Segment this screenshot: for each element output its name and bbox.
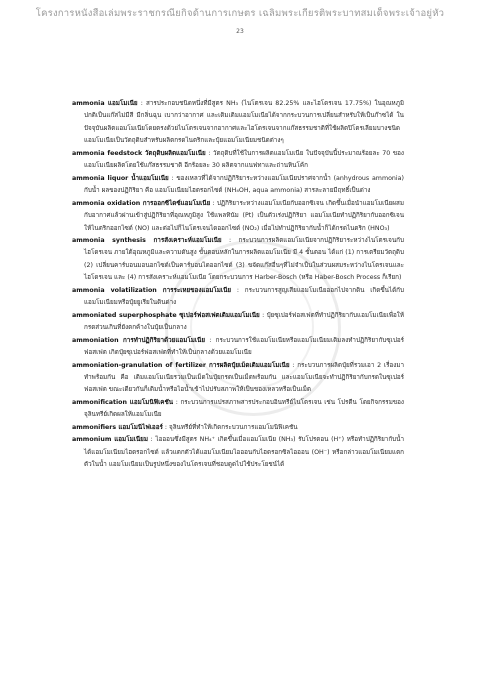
entry-definition: : กระบวนการใช้แอมโมเนียหรือแอมโมเนียมเติมลงทำปฏิกิริยากับซุเปอร์ฟอสเฟต เกิดปุ๋ยซุเปอร์ฟอสเฟตที่ทำให้เป็นกลางด้วยแอมโมเนีย: [84, 336, 404, 357]
entry-term: ammoniated superphosphate ซุเปอร์ฟอสเฟตเติมแอมโมเนีย: [72, 311, 260, 319]
glossary-entry: [72, 422, 404, 434]
entry-definition: : ปุ๋ยซุเปอร์ฟอสเฟตที่ทำปฏิกิริยากับแอมโมเนียเพื่อให้กรดส่วนเกินที่ยังตกค้างในปุ๋ยเป็นกลาง: [84, 311, 404, 332]
entry-term: ammonia synthesis การสังเคราะห์แอมโมเนีย: [72, 236, 222, 244]
running-header: โครงการหนังสือเล่มพระราชกรณียกิจด้านการเกษตร เฉลิมพระเกียรติพระบาทสมเด็จพระเจ้าอยู่หัว: [35, 8, 445, 19]
entry-definition: : วัตถุดิบที่ใช้ในการผลิตแอมโมเนีย ในปัจจุบันนี้ประมาณร้อยละ 70 ของแอมโมเนียผลิตโดยใช้แก๊สธรรมชาติ อีกร้อยละ 30 ผลิตจากแนฟทาและถ่านหินโค้ก: [84, 149, 404, 170]
glossary-entry: [72, 285, 404, 310]
glossary-entry: [72, 235, 404, 285]
entry-definition: : สารประกอบชนิดหนึ่งที่มีสูตร NH₃ (ไนโตรเจน 82.25% และไฮโดรเจน 17.75%) ในอุณหภูมิปกติเป็นแก๊สไม่มีสี มีกลิ่นฉุน เบากว่าอากาศ และเติมเติมแอมโมเนียได้จากกระบวนการเปลี่ยนสำหรับให้เป็นก๊าซได้ ในปัจจุบันผลิตแอมโมเนียโดยตรงด้วยไนโตรเจนจากอากาศและไฮโดรเจนจากแก๊สธรรมชาติที่ใช้ผลิตปิโตรเลียมบางชนิด แอมโมเนียเป็นวัตถุดิบสำหรับผลิตกรดไนตริกและปุ๋ยแอมโมเนียมชนิดต่างๆ: [84, 100, 405, 145]
glossary-entry: [72, 173, 404, 198]
entry-definition: : กระบวนการสูญเสียแอมโมเนียออกไปจากดิน เกิดขึ้นได้กับแอมโมเนียมหรือปุ๋ยยูเรียในดินด่าง: [84, 286, 404, 307]
entry-term: ammoniation การทำปฏิกิริยาด้วยแอมโมเนีย: [72, 336, 206, 344]
glossary-entry: [72, 360, 404, 397]
entry-term: ammonifiers แอมโมนิไฟเออร์: [72, 423, 163, 431]
glossary-entry: [72, 397, 404, 422]
entry-term: ammonia oxidation การออกซิไดซ์แอมโมเนีย: [72, 199, 211, 207]
entry-definition: : ของเหลวที่ได้จากปฏิกิริยาระหว่างแอมโมเนียปราศจากน้ำ (anhydrous ammonia) กับน้ำ ผลของปฏิกิริยา คือ แอมโมเนียมไฮดรอกไซด์ (NH₄OH, aqua ammonia) สารละลายมีฤทธิ์เป็นด่าง: [84, 174, 404, 195]
entry-term: ammonia liquor น้ำแอมโมเนีย: [72, 174, 169, 182]
glossary-entry: [72, 198, 404, 235]
entry-term: ammonium แอมโมเนียม: [72, 436, 149, 444]
glossary-entry: [72, 310, 404, 335]
entry-definition: : กระบวนการผลิตแอมโมเนียจากปฏิกิริยาระหว่างไนโตรเจนกับไฮโดรเจน ภายใต้อุณหภูมิและความดันสูง ขั้นตอนหลักในการผลิตแอมโมเนีย มี 4 ขั้นตอน ได้แก่ (1) การเตรียมวัตถุดิบ (2) เปลี่ยนคาร์บอนมอนอกไซด์เป็นคาร์บอนไดออกไซด์ (3) ขจัดแก๊สอื่นๆที่ไม่จำเป็นในส่วนผสมระหว่างไนโตรเจนและไฮโดรเจน และ (4) การสังเคราะห์แอมโมเนีย โดยกระบวนการ Harber-Bosch (หรือ Haber-Bosch Process ก็เรียก): [84, 236, 404, 282]
entry-term: ammonia แอมโมเนีย: [72, 100, 138, 107]
glossary-entry: [72, 434, 404, 471]
entry-definition: : ไอออนซึ่งมีสูตร NH₄⁺ เกิดขึ้นเมื่อแอมโมเนีย (NH₃) รับโปรตอน (H⁺) หรือทำปฏิกิริยากับน้ำได้แอมโมเนียมไฮดรอกไซด์ แล้วแตกตัวได้แอมโมเนียมไอออนกับไฮดรอกซิลไอออน (OH⁻) หรือกล่าวแอมโมเนียมแตกตัวในน้ำ แอมโมเนียมเป็นรูปหนึ่งของไนโตรเจนที่ชอบดูดไปใช้ประโยชน์ได้: [84, 436, 404, 469]
entry-definition: : ปฏิกิริยาระหว่างแอมโมเนียกับออกซิเจน เกิดขึ้นเมื่อนำแอมโมเนียผสมกับอากาศแล้วผ่านเข้าสู่ปฏิกิริยาที่อุณหภูมิสูง ใช้แพลทินัม (Pt) เป็นตัวเร่งปฏิกิริยา แอมโมเนียทำปฏิกิริยากับออกซิเจนให้ไนตริกออกไซด์ (NO) และต่อไปก็ไนโตรเจนไดออกไซด์ (NO₂) เมื่อไปทำปฏิกิริยากับน้ำก็ได้กรดไนตริก (HNO₃): [84, 199, 404, 232]
glossary-entry: [72, 335, 404, 360]
glossary-body: [72, 98, 404, 472]
entry-definition: : กระบวนการแปรสภาพสารประกอบอินทรีย์ไนโตรเจน เช่น โปรตีน โดยกิจกรรมของจุลินทรีย์เกิดผลให้แอมโมเนีย: [84, 398, 404, 419]
glossary-entry: [72, 148, 404, 173]
page-number: 23: [236, 28, 244, 35]
entry-term: ammonification แอมโมนิฟิเคชัน: [72, 398, 174, 406]
entry-term: ammonia volatilization การระเหยของแอมโมเนีย: [72, 286, 232, 294]
entry-term: ammonia feedstock วัตถุดิบผลิตแอมโมเนีย: [72, 149, 206, 157]
entry-definition: : กระบวนการผลิตปุ๋ยที่รวมเอา 2 เรื่องมาทำพร้อมกัน คือ เติมแอมโมเนียรวมเป็นเม็ดในปุ๋ยกรดเป็นเม็ดพร้อมกัน และแอมโมเนียจะทำปฏิกิริยากับกรดในซุเปอร์ฟอสเฟต ขณะเดียวกันก็เติมน้ำหรือไอน้ำเข้าไปปรับสภาพให้เป็นของเหลวหรือเป็นเม็ด: [84, 361, 405, 394]
entry-definition: : จุลินทรีย์ที่ทำให้เกิดกระบวนการแอมโมนิฟิเคชัน: [162, 423, 298, 431]
entry-term: ammoniation-granulation of fertilizer การผลิตปุ๋ยเม็ดเติมแอมโมเนีย: [72, 361, 290, 369]
glossary-entry: [72, 98, 404, 148]
